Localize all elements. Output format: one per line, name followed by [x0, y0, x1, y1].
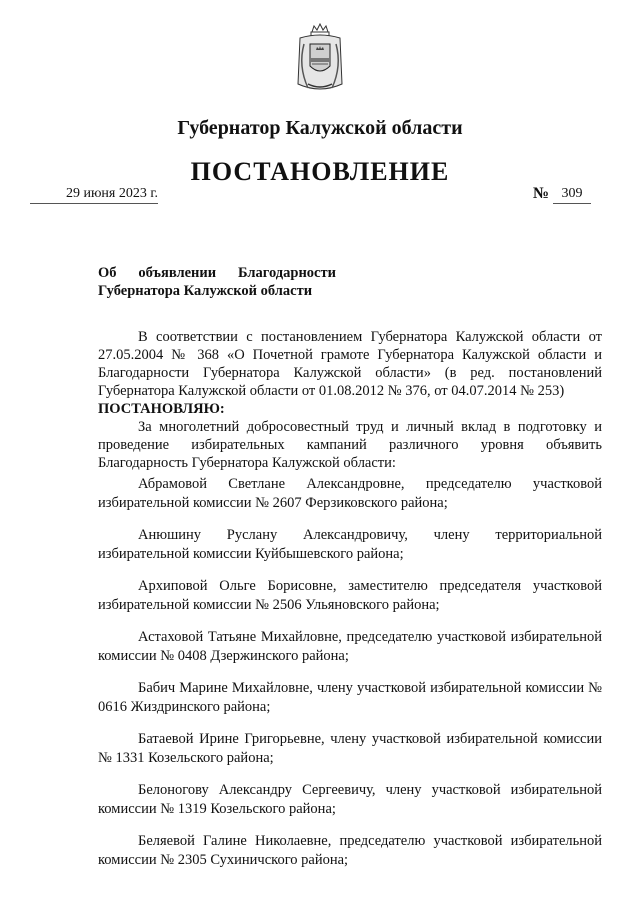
subject-word: Об — [98, 265, 117, 281]
number-sign: № — [533, 185, 550, 202]
list-item: Абрамовой Светлане Александровне, председателю участковой избирательной комиссии № 2607 Ферзиковского района; — [98, 476, 602, 511]
subject-word: Благодарности — [237, 265, 336, 281]
subject-line-2: Губернатора Калужской области — [98, 283, 313, 299]
document-subject — [98, 264, 336, 300]
list-item: Архиповой Ольге Борисовне, заместителю председателя участковой избирательной комиссии № 2506 Ульяновского района; — [98, 578, 602, 613]
decree-block — [98, 400, 602, 418]
preamble-text: В соответствии с постановлением Губернатора Калужской области от 27.05.2004 № 368 «О Почетной грамоте Губернатора Калужской области и Благодарности Губернатора Калужской области» (в ред. постановлений Губернатора Калужской области от 01.08.2012 № 376, от 04.07.2014 № 253) — [98, 329, 602, 399]
list-item: Бабич Марине Михайловне, члену участковой избирательной комиссии № 0616 Жиздринского района; — [98, 680, 602, 715]
intro-paragraph: За многолетний добросовестный труд и личный вклад в подготовку и проведение избирательных кампаний различного уровня объявить Благодарность Губернатора Калужской области: — [98, 419, 602, 471]
decree-word: ПОСТАНОВЛЯЮ: — [98, 401, 225, 417]
subject-line-1 — [98, 264, 336, 282]
document-date: 29 июня 2023 г. — [30, 185, 158, 204]
list-item: Астаховой Татьяне Михайловне, председателю участковой избирательной комиссии № 0408 Дзержинского района; — [98, 629, 602, 664]
preamble-paragraph — [98, 328, 602, 400]
list-item: Анюшину Руслану Александровичу, члену территориальной избирательной комиссии Куйбышевского района; — [98, 527, 602, 562]
list-item: Белоногову Александру Сергеевичу, члену участковой избирательной комиссии № 1319 Козельского района; — [98, 782, 602, 817]
document-type-title: ПОСТАНОВЛЕНИЕ — [190, 157, 450, 186]
coat-of-arms-emblem — [292, 22, 348, 96]
document-number: 309 — [553, 185, 591, 204]
list-item: Батаевой Ирине Григорьевне, члену участковой избирательной комиссии № 1331 Козельского района; — [98, 731, 602, 766]
subject-word: объявлении — [138, 265, 217, 281]
issuing-authority: Губернатор Калужской области — [177, 117, 463, 139]
list-item: Беляевой Галине Николаевне, председателю участковой избирательной комиссии № 2305 Сухиничского района; — [98, 833, 602, 868]
awardee-list — [98, 475, 602, 883]
